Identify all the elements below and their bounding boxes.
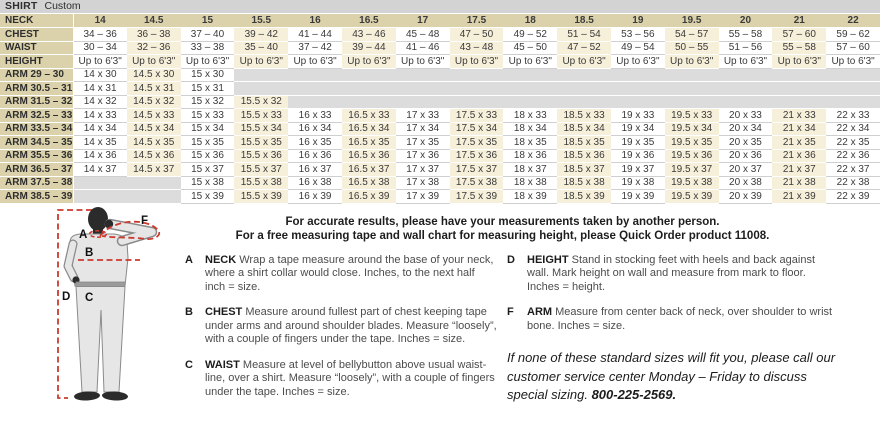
size-cell: 17.5 x 37: [450, 163, 504, 177]
size-cell: 14 x 32: [73, 95, 127, 109]
size-cell: 22 x 39: [826, 190, 880, 204]
size-cell: 43 – 48: [450, 41, 504, 55]
size-cell: 39 – 44: [342, 41, 396, 55]
empty-cell: [611, 68, 665, 82]
figure-label-chest: B: [85, 246, 94, 259]
table-row: [0, 55, 880, 69]
empty-cell: [557, 95, 611, 109]
size-cell: 50 – 55: [665, 41, 719, 55]
size-cell: 19 x 38: [611, 176, 665, 190]
empty-cell: [288, 68, 342, 82]
size-chart-table: [0, 14, 880, 204]
table-row: [0, 68, 880, 82]
definition-text: ARM Measure from center back of neck, over shoulder to wrist bone. Inches = size.: [527, 306, 833, 332]
size-cell: 33 – 38: [181, 41, 235, 55]
empty-cell: [772, 82, 826, 96]
neck-size-header: 20: [719, 14, 773, 28]
size-cell: 15 x 36: [181, 149, 235, 163]
table-row: [0, 95, 880, 109]
size-cell: 15.5 x 38: [234, 176, 288, 190]
size-cell: 14 x 31: [73, 82, 127, 96]
size-cell: 18 x 33: [503, 109, 557, 123]
size-cell: 15.5 x 39: [234, 190, 288, 204]
empty-cell: [503, 82, 557, 96]
figure-legs: [76, 286, 125, 392]
row-label: ARM 35.5 – 36: [0, 149, 73, 163]
size-cell: 16.5 x 37: [342, 163, 396, 177]
size-cell: Up to 6'3": [73, 55, 127, 69]
size-cell: 19.5 x 33: [665, 109, 719, 123]
phone-number: 800-225-2569.: [591, 387, 677, 402]
size-cell: 18.5 x 35: [557, 136, 611, 150]
size-cell: 16.5 x 33: [342, 109, 396, 123]
size-cell: 14 x 33: [73, 109, 127, 123]
size-cell: 20 x 36: [719, 149, 773, 163]
size-cell: 14.5 x 32: [127, 95, 181, 109]
size-cell: 14.5 x 34: [127, 122, 181, 136]
size-cell: 18 x 39: [503, 190, 557, 204]
size-cell: 49 – 54: [611, 41, 665, 55]
row-label: ARM 30.5 – 31: [0, 82, 73, 96]
size-cell: 43 – 46: [342, 28, 396, 42]
size-cell: 22 x 36: [826, 149, 880, 163]
size-cell: Up to 6'3": [557, 55, 611, 69]
title-bar: [0, 0, 880, 14]
size-cell: 47 – 52: [557, 41, 611, 55]
neck-size-header: 15.5: [234, 14, 288, 28]
empty-cell: [503, 95, 557, 109]
size-cell: 18.5 x 38: [557, 176, 611, 190]
size-cell: 18 x 34: [503, 122, 557, 136]
definition-text: WAIST Measure at level of bellybutton above usual waist-line, over a shirt. Measure “loosely”, with a couple of fingers under the tape. Inches = size.: [205, 358, 495, 398]
row-label: ARM 33.5 – 34: [0, 122, 73, 136]
size-cell: 16.5 x 38: [342, 176, 396, 190]
size-cell: 22 x 33: [826, 109, 880, 123]
size-cell: 16.5 x 35: [342, 136, 396, 150]
size-cell: 21 x 36: [772, 149, 826, 163]
empty-cell: [396, 68, 450, 82]
size-cell: Up to 6'3": [611, 55, 665, 69]
figure-waistband: [76, 282, 125, 287]
size-cell: 20 x 33: [719, 109, 773, 123]
figure-label-neck: A: [79, 228, 88, 241]
empty-cell: [450, 82, 504, 96]
body-silhouette-illustration: [48, 206, 178, 411]
size-cell: 15 x 30: [181, 68, 235, 82]
row-label: HEIGHT: [0, 55, 73, 69]
size-cell: 17 x 36: [396, 149, 450, 163]
size-cell: 53 – 56: [611, 28, 665, 42]
measure-definition: [507, 306, 837, 333]
size-cell: 16 x 39: [288, 190, 342, 204]
table-row: [0, 28, 880, 42]
size-cell: Up to 6'3": [719, 55, 773, 69]
size-cell: 15.5 x 34: [234, 122, 288, 136]
size-cell: 15.5 x 36: [234, 149, 288, 163]
neck-size-header: 21: [772, 14, 826, 28]
definitions-right-column: [507, 254, 837, 412]
measurement-figure-diagram: [48, 206, 178, 411]
size-cell: 15.5 x 33: [234, 109, 288, 123]
measure-definition: [185, 254, 497, 295]
size-cell: 14 x 37: [73, 163, 127, 177]
row-label: ARM 34.5 – 35: [0, 136, 73, 150]
size-cell: 14.5 x 35: [127, 136, 181, 150]
empty-cell: [288, 82, 342, 96]
neck-size-header: 22: [826, 14, 880, 28]
size-cell: 14.5 x 37: [127, 163, 181, 177]
size-cell: 32 – 36: [127, 41, 181, 55]
size-cell: 49 – 52: [503, 28, 557, 42]
size-cell: 55 – 58: [772, 41, 826, 55]
empty-cell: [288, 95, 342, 109]
empty-cell: [719, 95, 773, 109]
row-label: NECK: [0, 14, 73, 28]
size-cell: 34 – 36: [73, 28, 127, 42]
size-cell: 19 x 35: [611, 136, 665, 150]
size-cell: 16 x 33: [288, 109, 342, 123]
size-cell: 39 – 42: [234, 28, 288, 42]
size-cell: 17 x 37: [396, 163, 450, 177]
size-cell: Up to 6'3": [181, 55, 235, 69]
size-cell: 16 x 37: [288, 163, 342, 177]
table-row: [0, 136, 880, 150]
definitions-left-column: [185, 254, 497, 412]
neck-size-header: 19: [611, 14, 665, 28]
size-cell: 14 x 35: [73, 136, 127, 150]
size-cell: 16 x 38: [288, 176, 342, 190]
size-cell: 15 x 33: [181, 109, 235, 123]
row-label: WAIST: [0, 41, 73, 55]
measuring-instructions-section: [0, 204, 880, 412]
empty-cell: [719, 68, 773, 82]
definition-letter: F: [507, 306, 514, 318]
size-cell: 20 x 37: [719, 163, 773, 177]
size-cell: 54 – 57: [665, 28, 719, 42]
size-cell: 14.5 x 31: [127, 82, 181, 96]
neck-size-header: 17.5: [450, 14, 504, 28]
size-cell: 19.5 x 39: [665, 190, 719, 204]
size-cell: 16 x 35: [288, 136, 342, 150]
size-cell: 55 – 58: [719, 28, 773, 42]
size-cell: 17.5 x 33: [450, 109, 504, 123]
empty-cell: [772, 95, 826, 109]
size-cell: 19 x 33: [611, 109, 665, 123]
size-cell: 21 x 34: [772, 122, 826, 136]
size-cell: 36 – 38: [127, 28, 181, 42]
empty-cell: [342, 95, 396, 109]
size-cell: 19.5 x 37: [665, 163, 719, 177]
size-cell: 18.5 x 37: [557, 163, 611, 177]
size-cell: 20 x 38: [719, 176, 773, 190]
empty-cell: [826, 82, 880, 96]
size-cell: Up to 6'3": [127, 55, 181, 69]
neck-size-header: 18: [503, 14, 557, 28]
size-cell: Up to 6'3": [234, 55, 288, 69]
figure-head: [88, 207, 108, 231]
empty-cell: [611, 82, 665, 96]
definitions-columns: [185, 254, 880, 412]
size-cell: 15 x 38: [181, 176, 235, 190]
empty-cell: [342, 68, 396, 82]
size-cell: 21 x 35: [772, 136, 826, 150]
size-cell: 18.5 x 33: [557, 109, 611, 123]
size-cell: 14 x 30: [73, 68, 127, 82]
table-row: [0, 14, 880, 28]
empty-cell: [73, 190, 127, 204]
empty-cell: [557, 82, 611, 96]
size-cell: 41 – 44: [288, 28, 342, 42]
empty-cell: [826, 68, 880, 82]
size-cell: 51 – 54: [557, 28, 611, 42]
neck-size-header: 19.5: [665, 14, 719, 28]
figure-label-waist: C: [85, 291, 94, 304]
intro-line-1: For accurate results, please have your measurements taken by another person.: [285, 215, 720, 228]
empty-cell: [503, 68, 557, 82]
empty-cell: [826, 95, 880, 109]
size-cell: 17 x 34: [396, 122, 450, 136]
size-cell: 37 – 40: [181, 28, 235, 42]
size-cell: 19 x 36: [611, 149, 665, 163]
neck-size-header: 14.5: [127, 14, 181, 28]
table-row: [0, 122, 880, 136]
size-cell: 21 x 37: [772, 163, 826, 177]
table-row: [0, 163, 880, 177]
size-cell: 22 x 37: [826, 163, 880, 177]
empty-cell: [234, 68, 288, 82]
size-cell: 15 x 37: [181, 163, 235, 177]
size-cell: 19.5 x 34: [665, 122, 719, 136]
size-cell: 57 – 60: [772, 28, 826, 42]
size-cell: 57 – 60: [826, 41, 880, 55]
size-cell: 21 x 38: [772, 176, 826, 190]
definition-letter: A: [185, 253, 193, 266]
measure-definition: [185, 359, 497, 400]
size-cell: 16 x 36: [288, 149, 342, 163]
definition-text: CHEST Measure around fullest part of chest keeping tape under arms and around shoulder blades. Measure “loosely”, with a couple of fingers under the tape. Inches = size.: [205, 306, 497, 345]
size-cell: 19.5 x 35: [665, 136, 719, 150]
size-cell: Up to 6'3": [450, 55, 504, 69]
size-cell: 16 x 34: [288, 122, 342, 136]
neck-size-header: 16.5: [342, 14, 396, 28]
size-cell: 47 – 50: [450, 28, 504, 42]
size-cell: 14 x 36: [73, 149, 127, 163]
size-cell: 17.5 x 35: [450, 136, 504, 150]
size-cell: 17 x 35: [396, 136, 450, 150]
neck-size-header: 16: [288, 14, 342, 28]
size-cell: Up to 6'3": [342, 55, 396, 69]
intro-text: [130, 215, 875, 244]
size-cell: Up to 6'3": [826, 55, 880, 69]
size-cell: 20 x 39: [719, 190, 773, 204]
page-subtitle: Custom: [44, 0, 81, 12]
table-row: [0, 82, 880, 96]
table-row: [0, 41, 880, 55]
size-cell: Up to 6'3": [288, 55, 342, 69]
table-row: [0, 109, 880, 123]
size-cell: 16.5 x 39: [342, 190, 396, 204]
size-cell: 17.5 x 39: [450, 190, 504, 204]
row-label: CHEST: [0, 28, 73, 42]
size-cell: 51 – 56: [719, 41, 773, 55]
size-cell: 18.5 x 39: [557, 190, 611, 204]
empty-cell: [396, 82, 450, 96]
table-row: [0, 149, 880, 163]
neck-size-header: 18.5: [557, 14, 611, 28]
size-cell: 15 x 34: [181, 122, 235, 136]
size-cell: 15.5 x 32: [234, 95, 288, 109]
size-cell: 15 x 31: [181, 82, 235, 96]
empty-cell: [719, 82, 773, 96]
size-cell: 18 x 37: [503, 163, 557, 177]
empty-cell: [557, 68, 611, 82]
size-cell: 15.5 x 35: [234, 136, 288, 150]
size-cell: 20 x 34: [719, 122, 773, 136]
page-title: SHIRT: [5, 0, 38, 12]
size-cell: 14.5 x 30: [127, 68, 181, 82]
size-cell: 18 x 38: [503, 176, 557, 190]
empty-cell: [73, 176, 127, 190]
size-cell: 37 – 42: [288, 41, 342, 55]
definition-text: HEIGHT Stand in stocking feet with heels and back against wall. Mark height on wall and measure from mark to floor. Inches = height.: [527, 253, 815, 293]
size-cell: 19 x 37: [611, 163, 665, 177]
size-cell: Up to 6'3": [503, 55, 557, 69]
size-cell: 41 – 46: [396, 41, 450, 55]
size-cell: 15 x 32: [181, 95, 235, 109]
size-cell: 22 x 38: [826, 176, 880, 190]
size-cell: 17.5 x 38: [450, 176, 504, 190]
size-cell: 18.5 x 34: [557, 122, 611, 136]
empty-cell: [665, 68, 719, 82]
size-cell: 59 – 62: [826, 28, 880, 42]
empty-cell: [450, 95, 504, 109]
row-label: ARM 31.5 – 32: [0, 95, 73, 109]
size-cell: 15 x 35: [181, 136, 235, 150]
size-cell: 14.5 x 36: [127, 149, 181, 163]
size-cell: 17.5 x 36: [450, 149, 504, 163]
size-cell: 21 x 33: [772, 109, 826, 123]
definition-text: NECK Wrap a tape measure around the base of your neck, where a shirt collar would close. Inches, to the next half inch = size.: [205, 253, 494, 293]
row-label: ARM 37.5 – 38: [0, 176, 73, 190]
empty-cell: [127, 176, 181, 190]
row-label: ARM 32.5 – 33: [0, 109, 73, 123]
size-cell: 14.5 x 33: [127, 109, 181, 123]
size-cell: 18.5 x 36: [557, 149, 611, 163]
row-label: ARM 36.5 – 37: [0, 163, 73, 177]
size-cell: 19 x 39: [611, 190, 665, 204]
neck-size-header: 15: [181, 14, 235, 28]
empty-cell: [611, 95, 665, 109]
empty-cell: [450, 68, 504, 82]
size-cell: 16.5 x 34: [342, 122, 396, 136]
figure-label-height: D: [62, 290, 71, 303]
size-cell: 16.5 x 36: [342, 149, 396, 163]
size-cell: 35 – 40: [234, 41, 288, 55]
size-cell: 17 x 38: [396, 176, 450, 190]
empty-cell: [772, 68, 826, 82]
size-cell: 15.5 x 37: [234, 163, 288, 177]
empty-cell: [396, 95, 450, 109]
size-cell: 19.5 x 36: [665, 149, 719, 163]
empty-cell: [665, 82, 719, 96]
definition-letter: D: [507, 253, 515, 266]
measure-definition: [507, 254, 837, 295]
size-cell: 17.5 x 34: [450, 122, 504, 136]
size-cell: 45 – 48: [396, 28, 450, 42]
size-cell: 18 x 36: [503, 149, 557, 163]
size-cell: 19.5 x 38: [665, 176, 719, 190]
size-cell: 22 x 34: [826, 122, 880, 136]
size-cell: 17 x 39: [396, 190, 450, 204]
empty-cell: [665, 95, 719, 109]
size-cell: 22 x 35: [826, 136, 880, 150]
table-row: [0, 176, 880, 190]
size-cell: 15 x 39: [181, 190, 235, 204]
intro-line-2: For a free measuring tape and wall chart for measuring height, please Quick Order product 11008.: [235, 230, 770, 242]
special-sizing-text: If none of these standard sizes will fit you, please call our customer service center Monday – Friday to discuss special sizing.: [507, 350, 836, 402]
definition-letter: B: [185, 306, 193, 318]
row-label: ARM 38.5 – 39: [0, 190, 73, 204]
size-cell: 45 – 50: [503, 41, 557, 55]
figure-label-arm: F: [141, 214, 149, 227]
size-cell: 30 – 34: [73, 41, 127, 55]
row-label: ARM 29 – 30: [0, 68, 73, 82]
size-cell: Up to 6'3": [772, 55, 826, 69]
neck-size-header: 17: [396, 14, 450, 28]
size-cell: 19 x 34: [611, 122, 665, 136]
empty-cell: [234, 82, 288, 96]
size-cell: Up to 6'3": [396, 55, 450, 69]
neck-size-header: 14: [73, 14, 127, 28]
size-cell: 21 x 39: [772, 190, 826, 204]
special-sizing-note: [507, 349, 837, 405]
size-cell: 20 x 35: [719, 136, 773, 150]
size-cell: 14 x 34: [73, 122, 127, 136]
measure-definition: [185, 306, 497, 347]
empty-cell: [342, 82, 396, 96]
size-cell: 18 x 35: [503, 136, 557, 150]
size-cell: 17 x 33: [396, 109, 450, 123]
table-row: [0, 190, 880, 204]
size-cell: Up to 6'3": [665, 55, 719, 69]
empty-cell: [127, 190, 181, 204]
definition-letter: C: [185, 358, 193, 371]
